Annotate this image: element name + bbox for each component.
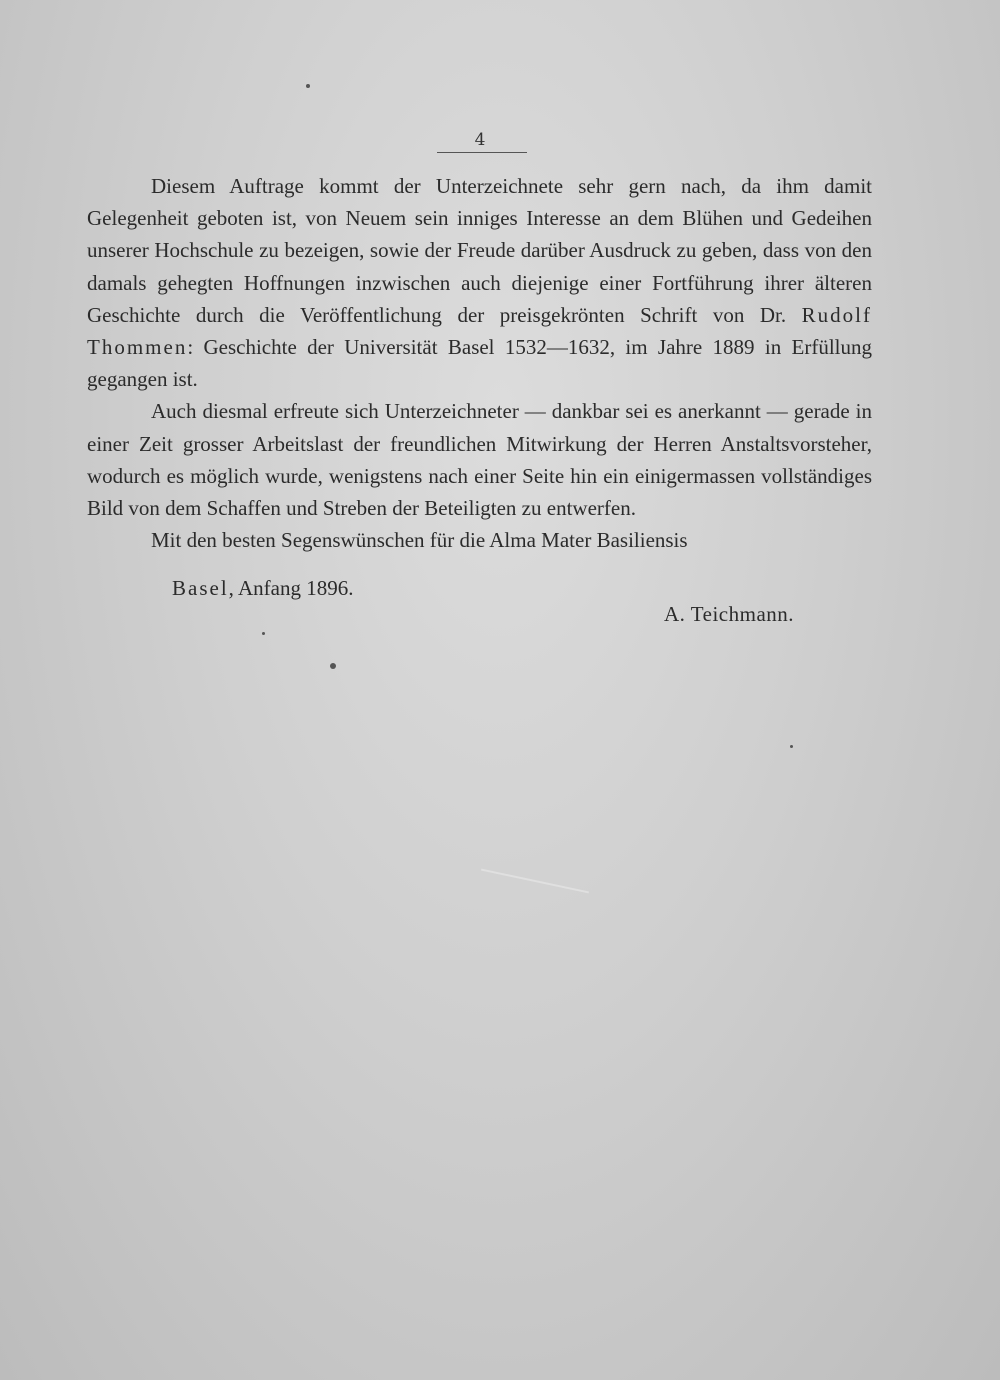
page-number: 4 [474,130,486,150]
paragraph [87,170,872,395]
paper-speck [306,84,310,88]
paragraph-text: : Geschichte der Universität Basel 1532—1632, im Jahre 1889 in Erfüllung gegangen ist. [87,335,872,392]
body-text [87,170,872,556]
paper-crease [481,869,589,894]
dateline [172,576,353,601]
paragraph [87,395,872,524]
paragraph-text: Mit den besten Segenswünschen für die Alma Mater Basiliensis [151,528,688,553]
page-number-rule [437,152,527,153]
dateline-place: Basel [172,576,229,600]
dateline-date: , Anfang 1896. [228,576,354,600]
paper-speck [790,745,793,748]
paper-speck [330,663,336,669]
paragraph-text: Auch diesmal erfreute sich Unterzeichneter — dankbar sei es anerkannt — gerade in einer Zeit grosser Arbeitslast der freundlichen Mitwirkung der Herren Anstaltsvorsteher, wodurch es möglich wurde, wenigstens nach einer Seite hin ein einigermassen vollständiges Bild von dem Schaffen und Streben der Beteiligten zu entwerfen. [87,399,872,521]
paragraph [87,524,872,556]
paragraph-text: Diesem Auftrage kommt der Unterzeichnete sehr gern nach, da ihm damit Gelegenheit geboten ist, von Neuem sein inniges Interesse an dem Blühen und Gedeihen unserer Hochschule zu bezeigen, sowie der Freude darüber Ausdruck zu geben, dass von den damals gehegten Hoffnungen inzwischen auch diejenige einer Fortführung ihrer älteren Geschichte durch die Veröffentlichung der preisgekrönten Schrift von Dr. [87,174,872,327]
paper-speck [262,632,265,635]
signature: A. Teichmann. [664,602,795,626]
author-name: Rudolf Thommen [87,302,872,360]
